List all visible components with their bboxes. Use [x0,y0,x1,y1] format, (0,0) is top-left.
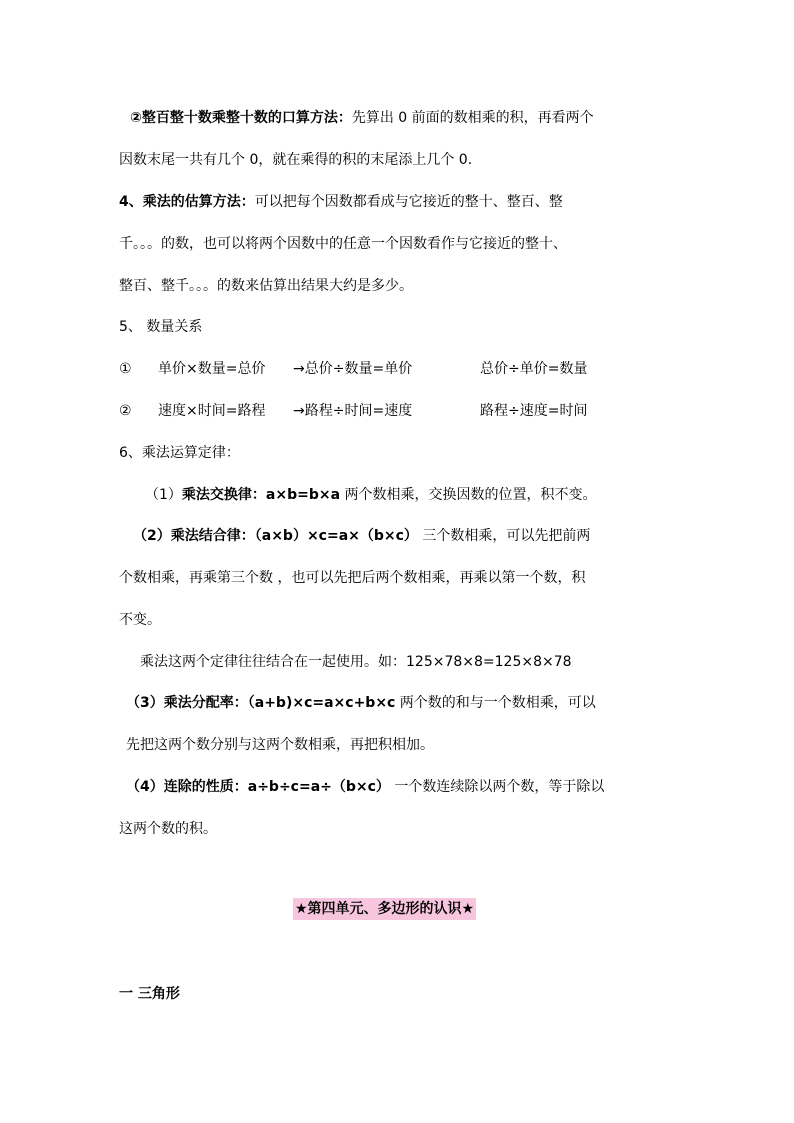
relation-number: ② [119,403,132,419]
paragraph-estimation [119,192,563,212]
relation-formula: 速度×时间=路程 [158,403,266,419]
mental-calc-heading: ②整百整十数乘整十数的口算方法： [130,110,352,126]
paragraph-estimation-cont-1: 千。。。的数，也可以将两个因数中的任意一个因数看作与它接近的整十、 [119,236,567,252]
multiplication-laws-heading: 6、乘法运算定律： [119,445,240,461]
law-associative-cont-2: 不变。 [119,612,161,628]
law-distributive-text: 两个数的和与一个数相乘，可以 [395,695,596,711]
law-distributive-cont: 先把这两个数分别与这两个数相乘，再把积相加。 [126,737,434,753]
relation-formula: →总价÷数量=单价 [293,361,413,377]
law-division-cont: 这两个数的积。 [119,821,217,837]
unit-four-title: ★第四单元、多边形的认识★ [293,898,476,920]
law-associative-formula: （2）乘法结合律：（a×b）×c=a×（b×c） [133,528,418,544]
estimation-heading: 4、乘法的估算方法： [119,194,255,210]
section-triangle-heading: 一 三角形 [119,986,180,1002]
laws-usage-note: 乘法这两个定律往往结合在一起使用。如：125×78×8=125×8×78 [140,654,572,670]
law-associative-text: 三个数相乘，可以先把前两 [417,528,591,544]
estimation-text: 可以把每个因数都看成与它接近的整十、整百、整 [254,194,563,210]
relation-number: ① [119,361,132,377]
law-commutative [145,485,597,505]
relation-formula: 路程÷速度=时间 [480,403,588,419]
relation-formula: 总价÷单价=数量 [480,361,588,377]
mental-calc-text: 先算出 0 前面的数相乘的积，再看两个 [351,110,594,126]
law-distributive [126,693,596,713]
paragraph-mental-calc-cont: 因数末尾一共有几个 0，就在乘得的积的末尾添上几个 0. [119,152,473,168]
relation-formula: 单价×数量=总价 [158,361,266,377]
law-commutative-formula: 乘法交换律：a×b=b×a [181,487,341,503]
relation-formula: →路程÷时间=速度 [293,403,413,419]
paragraph-estimation-cont-2: 整百、整千。。。的数来估算出结果大约是多少。 [119,278,413,294]
law-distributive-formula: （3）乘法分配率：（a+b)×c=a×c+b×c [126,695,396,711]
law-associative-cont-1: 个数相乘，再乘第三个数 ，也可以先把后两个数相乘，再乘以第一个数，积 [119,570,586,586]
law-commutative-text: 两个数相乘，交换因数的位置，积不变。 [340,487,597,503]
law-division [126,777,604,797]
quantity-relations-heading: 5、 数量关系 [119,319,203,335]
law-associative [133,526,590,546]
paragraph-mental-calc [130,108,594,128]
law-commutative-prefix: （1） [145,487,182,503]
law-division-formula: （4）连除的性质：a÷b÷c=a÷（b×c） [126,779,390,795]
law-division-text: 一个数连续除以两个数，等于除以 [389,779,605,795]
